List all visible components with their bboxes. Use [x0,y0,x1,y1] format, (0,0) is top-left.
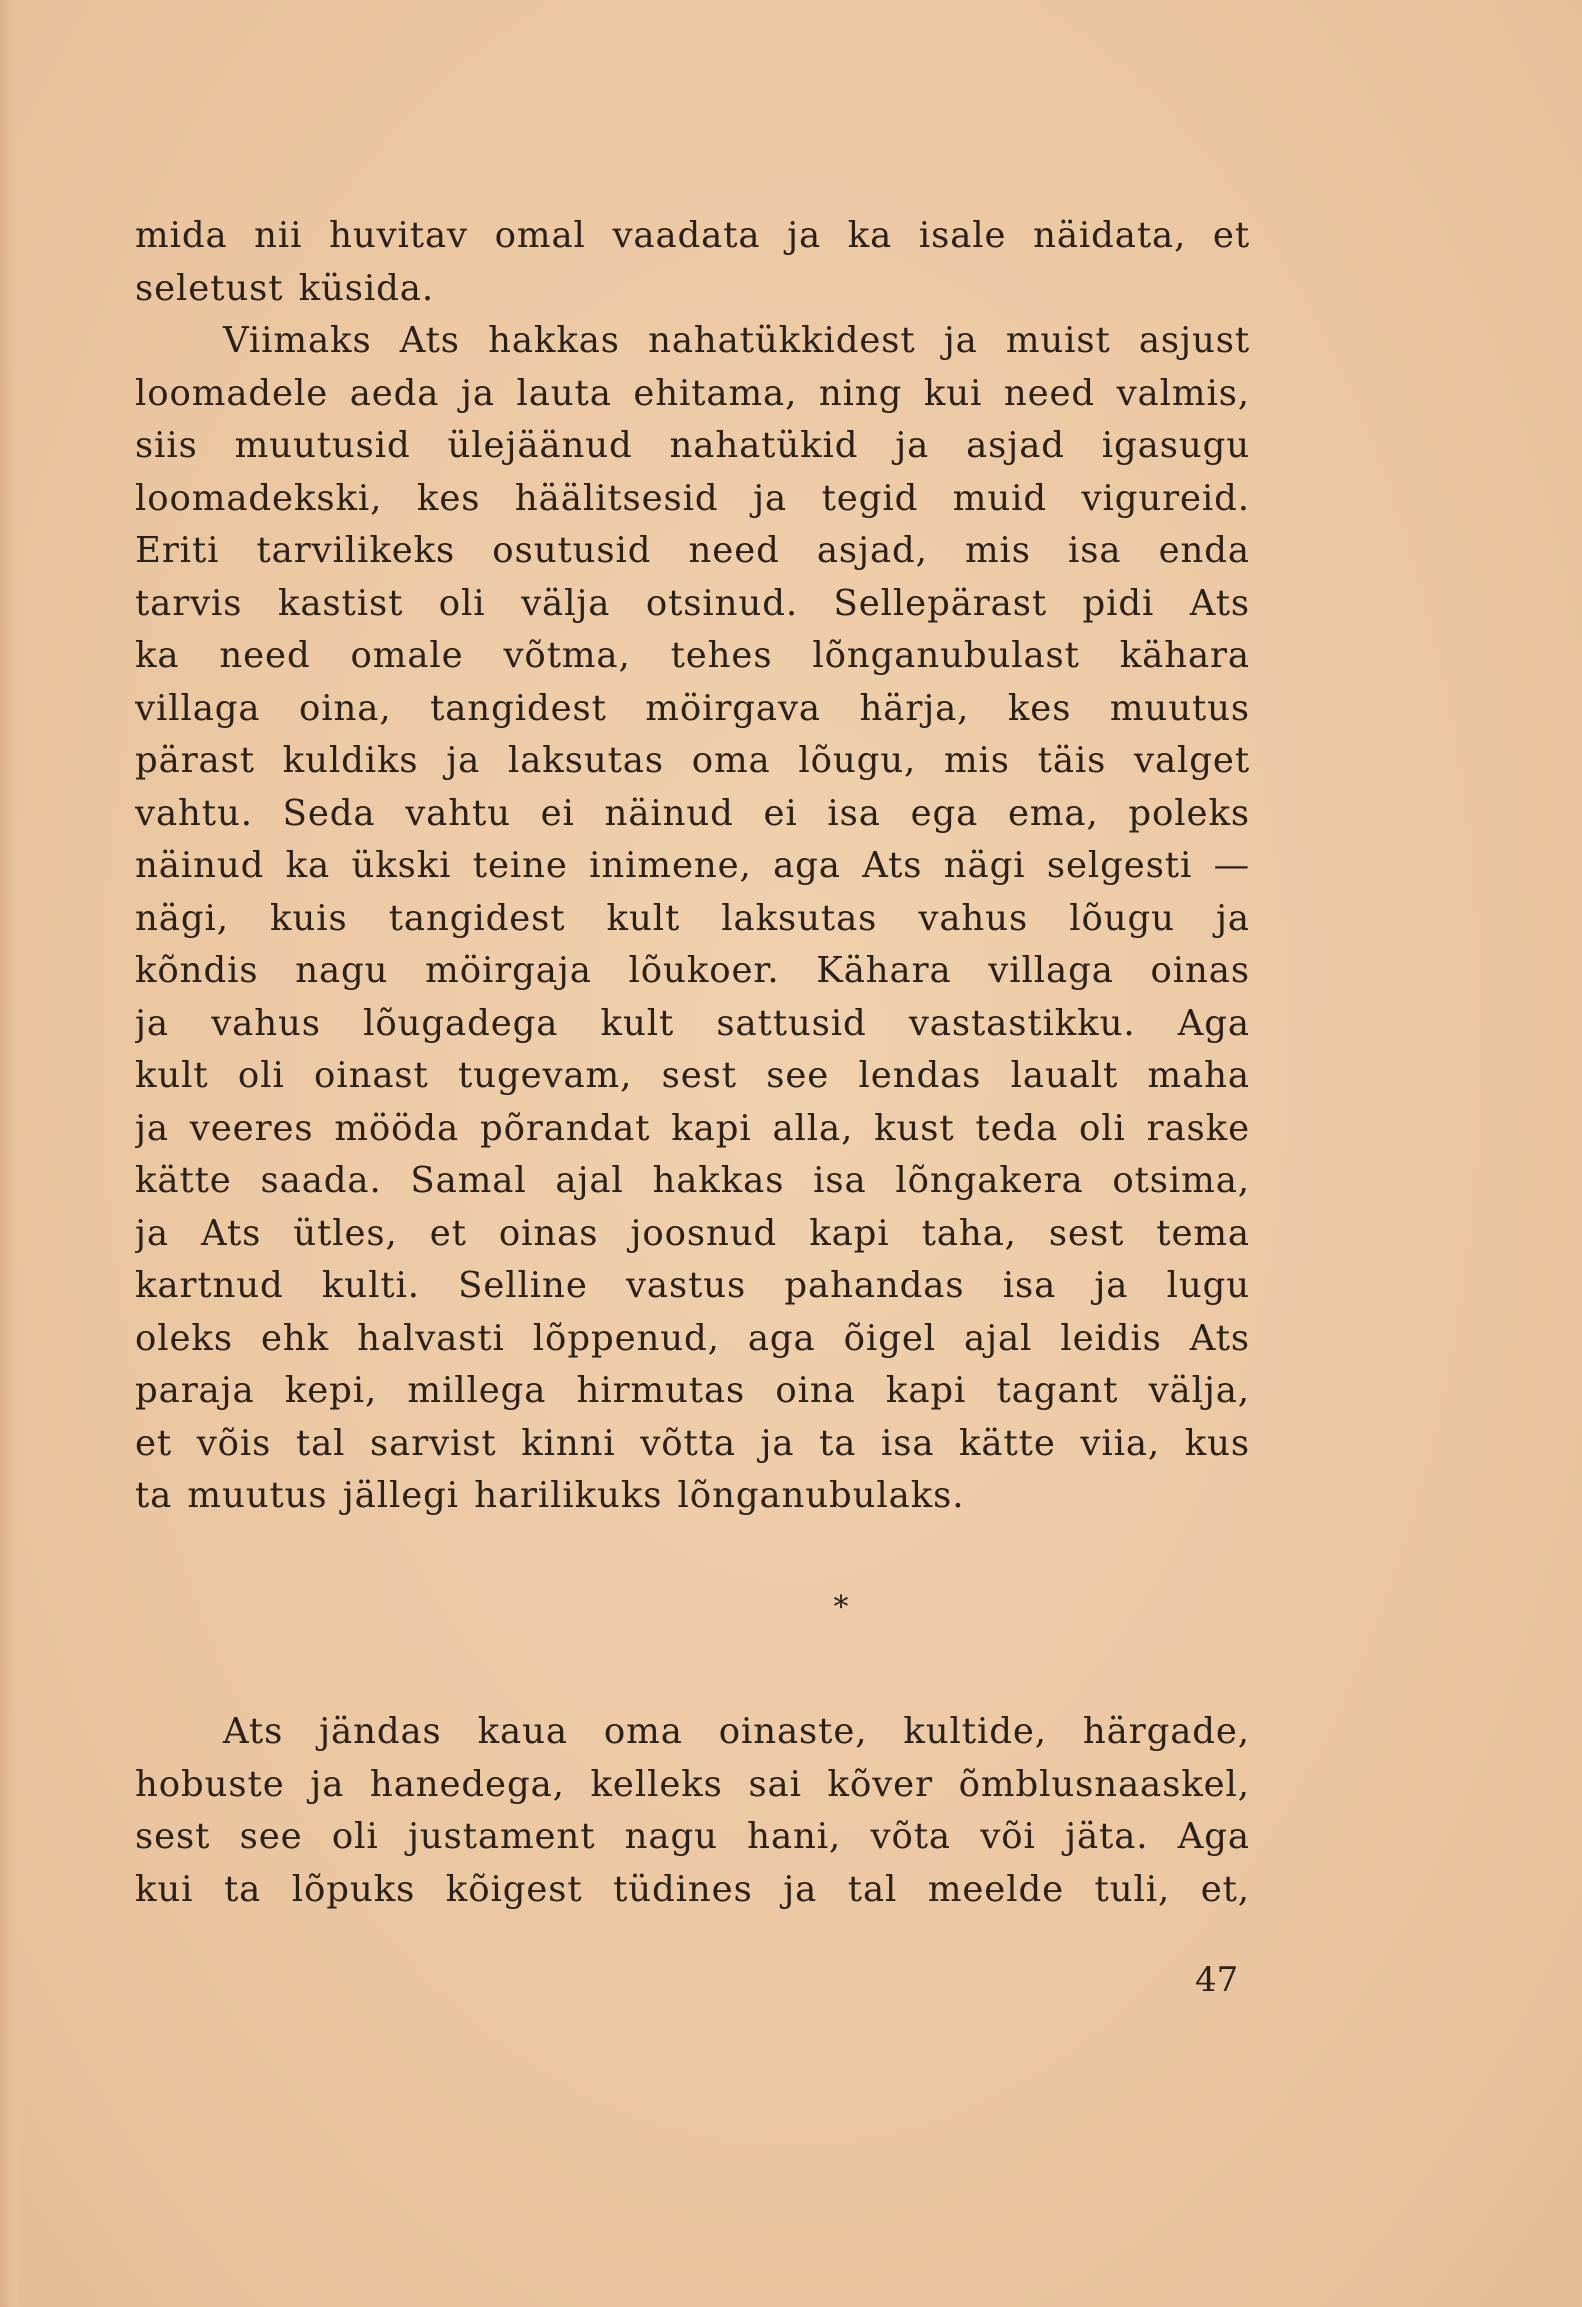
text-line: kui ta lõpuks kõigest tüdines ja tal meelde tuli, et, [135,1868,1250,1910]
text-line: ja Ats ütles, et oinas joosnud kapi taha, sest tema [135,1212,1250,1254]
text-line: kätte saada. Samal ajal hakkas isa lõngakera otsima, [135,1160,1250,1201]
text-line: et võis tal sarvist kinni võtta ja ta isa kätte viia, kus [135,1422,1250,1464]
text-line: oleks ehk halvasti lõppenud, aga õigel ajal leidis Ats [135,1317,1250,1359]
text-line: Viimaks Ats hakkas nahatükkidest ja muist asjust [223,320,1250,361]
next-section-text [135,1706,1250,1916]
section-break-asterisk: * [833,1590,849,1625]
text-line: sest see oli justament nagu hani, võta või jäta. Aga [135,1816,1250,1857]
text-line: kartnud kulti. Selline vastus pahandas isa ja lugu [135,1265,1250,1306]
text-line: paraja kepi, millega hirmutas oina kapi tagant välja, [135,1370,1250,1411]
text-line: pärast kuldiks ja laksutas oma lõugu, mis täis valget [135,740,1250,781]
text-line: Eriti tarvilikeks osutusid need asjad, mis isa enda [135,530,1250,571]
text-line: kõndis nagu möirgaja lõukoer. Kähara villaga oinas [135,950,1250,991]
page-gutter-shadow [0,0,22,2307]
text-line: hobuste ja hanedega, kelleks sai kõver õmblusnaaskel, [135,1763,1250,1805]
text-line: kult oli oinast tugevam, sest see lendas laualt maha [135,1055,1250,1096]
text-line: nägi, kuis tangidest kult laksutas vahus lõugu ja [135,897,1250,939]
text-line: ja veeres mööda põrandat kapi alla, kust teda oli raske [135,1107,1250,1149]
text-line: siis muutusid ülejäänud nahatükid ja asjad igasugu [135,425,1250,466]
text-line: Ats jändas kaua oma oinaste, kultide, härgade, [223,1711,1250,1752]
main-text [135,210,1250,1523]
text-line: ja vahus lõugadega kult sattusid vastastikku. Aga [135,1002,1250,1044]
text-line: ka need omale võtma, tehes lõnganubulast kähara [135,635,1250,676]
text-line: loomadekski, kes häälitsesid ja tegid muid vigureid. [135,477,1250,519]
text-line: tarvis kastist oli välja otsinud. Sellepärast pidi Ats [135,582,1250,624]
text-line: mida nii huvitav omal vaadata ja ka isale näidata, et [135,215,1250,256]
text-line: villaga oina, tangidest möirgava härja, kes muutus [135,687,1250,729]
page-number: 47 [1195,1960,1239,2000]
text-line: vahtu. Seda vahtu ei näinud ei isa ega ema, poleks [135,792,1250,834]
text-line: loomadele aeda ja lauta ehitama, ning kui need valmis, [135,372,1250,414]
text-line: seletust küsida. [135,267,435,309]
text-line: ta muutus jällegi harilikuks lõnganubulaks. [135,1475,965,1516]
text-line: näinud ka ükski teine inimene, aga Ats nägi selgesti — [135,845,1250,886]
